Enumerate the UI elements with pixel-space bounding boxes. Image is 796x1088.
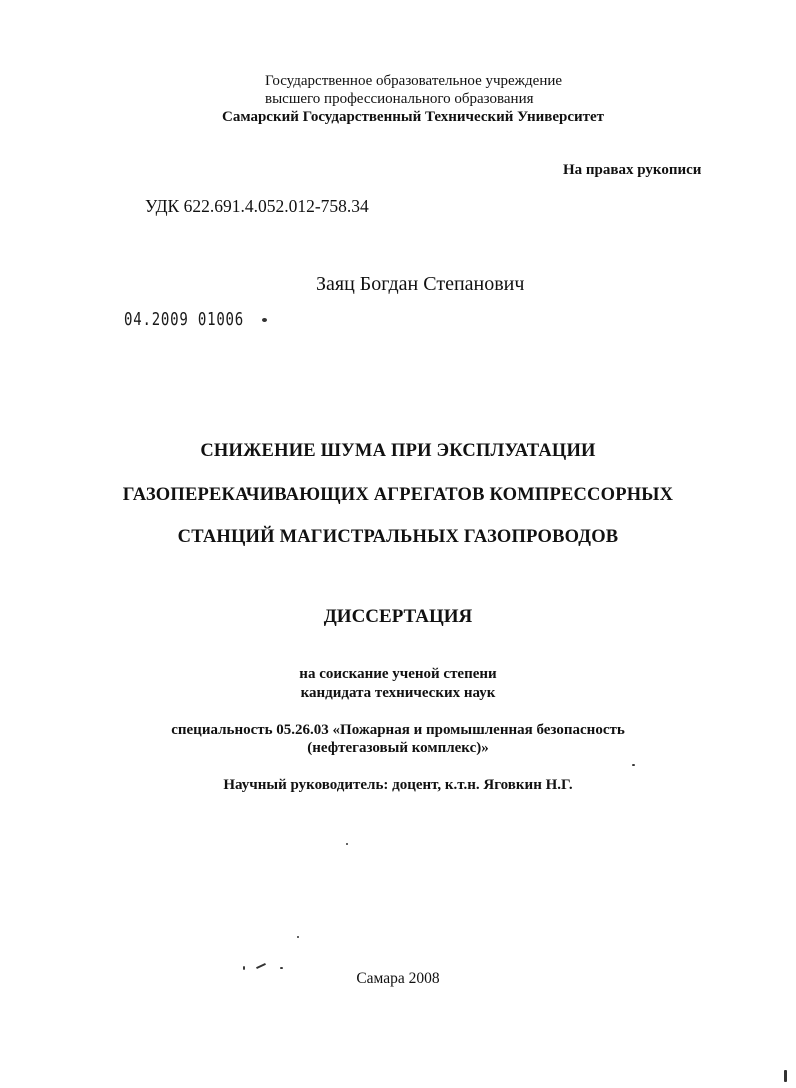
scan-speck xyxy=(784,1070,787,1082)
scan-speck xyxy=(256,963,266,969)
author-name: Заяц Богдан Степанович xyxy=(316,273,525,295)
specialty-line-1: специальность 05.26.03 «Пожарная и промышленная безопасность xyxy=(171,722,625,738)
document-type: ДИССЕРТАЦИЯ xyxy=(323,606,473,627)
title-line-3: СТАНЦИЙ МАГИСТРАЛЬНЫХ ГАЗОПРОВОДОВ xyxy=(177,527,619,547)
title-line-1: СНИЖЕНИЕ ШУМА ПРИ ЭКСПЛУАТАЦИИ xyxy=(200,441,596,461)
institution-line-2: высшего профессионального образования xyxy=(265,91,534,107)
title-line-2: ГАЗОПЕРЕКАЧИВАЮЩИХ АГРЕГАТОВ КОМПРЕССОРНЫХ xyxy=(122,485,674,505)
registration-stamp: 04.2009 01006 xyxy=(124,309,245,330)
institution-line-1: Государственное образовательное учреждение xyxy=(265,73,563,89)
specialty-line-2: (нефтегазовый комплекс)» xyxy=(307,740,489,756)
scan-speck xyxy=(346,843,348,845)
university-name: Самарский Государственный Технический Университет xyxy=(222,109,605,125)
scan-speck xyxy=(297,936,299,938)
degree-line-1: на соискание ученой степени xyxy=(299,666,497,682)
place-year: Самара 2008 xyxy=(356,970,440,987)
supervisor: Научный руководитель: доцент, к.т.н. Яговкин Н.Г. xyxy=(223,777,573,793)
udc-code: УДК 622.691.4.052.012-758.34 xyxy=(145,196,369,216)
manuscript-note: На правах рукописи xyxy=(563,162,702,178)
stamp-mark xyxy=(262,318,267,322)
scan-speck xyxy=(243,966,245,970)
scan-speck xyxy=(632,764,635,766)
scan-speck xyxy=(280,967,283,969)
degree-line-2: кандидата технических наук xyxy=(300,685,496,701)
